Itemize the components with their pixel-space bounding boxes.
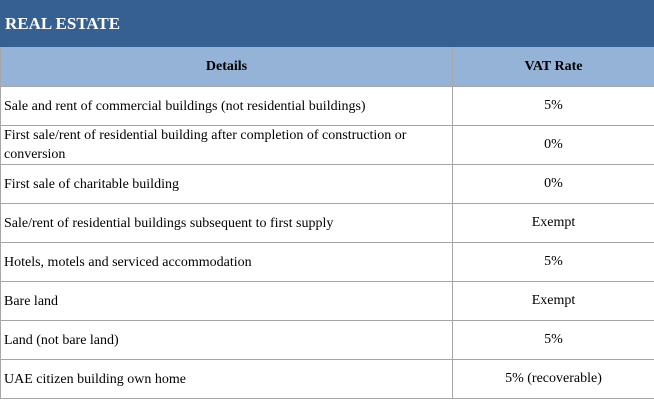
column-header-details: Details (1, 47, 453, 87)
table-row (1, 321, 654, 360)
rate-cell: Exempt (453, 204, 654, 243)
table-row (1, 282, 654, 321)
rate-cell: 0% (453, 165, 654, 204)
detail-cell: Sale/rent of residential buildings subsequent to first supply (1, 204, 453, 243)
table-row (1, 126, 654, 165)
table-title: REAL ESTATE (1, 1, 654, 47)
detail-cell: UAE citizen building own home (1, 360, 453, 399)
detail-cell: First sale of charitable building (1, 165, 453, 204)
rate-cell: 5% (recoverable) (453, 360, 654, 399)
rate-cell: 5% (453, 321, 654, 360)
detail-cell: Bare land (1, 282, 453, 321)
table-row (1, 204, 654, 243)
table-row (1, 165, 654, 204)
detail-cell: First sale/rent of residential building after completion of construction or conversion (1, 126, 453, 165)
detail-cell: Land (not bare land) (1, 321, 453, 360)
rate-cell: 5% (453, 243, 654, 282)
table-row (1, 243, 654, 282)
rate-cell: 0% (453, 126, 654, 165)
table-row (1, 87, 654, 126)
rate-cell: 5% (453, 87, 654, 126)
detail-cell: Hotels, motels and serviced accommodation (1, 243, 453, 282)
column-header-vat-rate: VAT Rate (453, 47, 654, 87)
detail-cell: Sale and rent of commercial buildings (not residential buildings) (1, 87, 453, 126)
table-row (1, 360, 654, 399)
rate-cell: Exempt (453, 282, 654, 321)
